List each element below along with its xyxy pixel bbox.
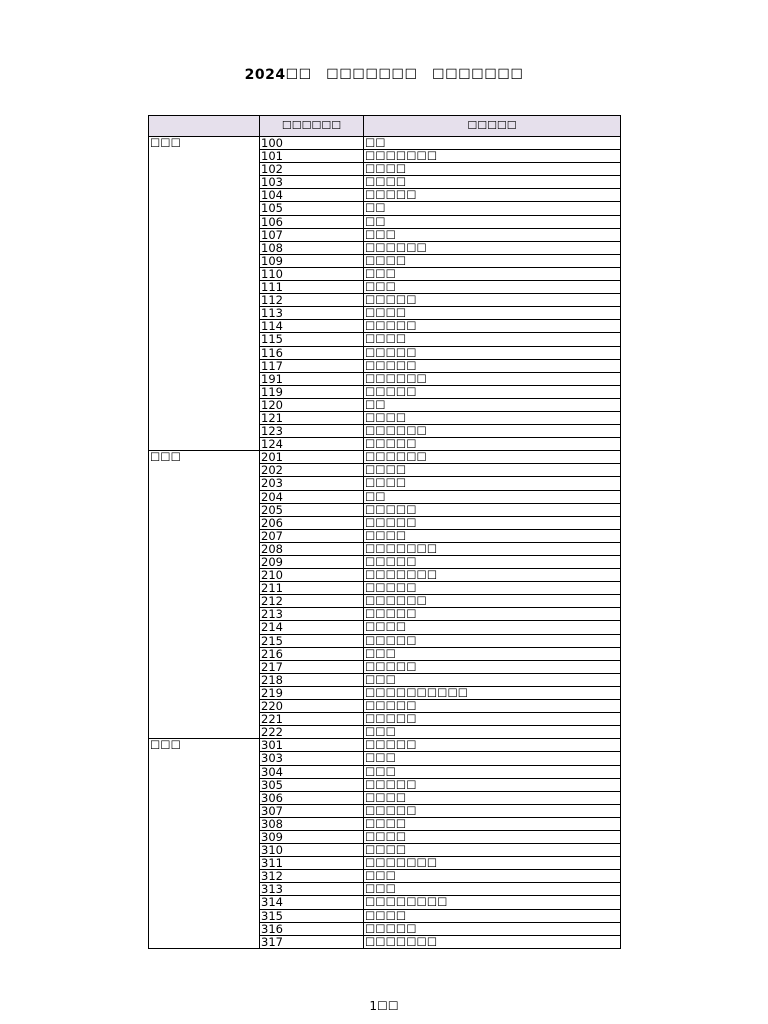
name-cell: ☐☐☐☐☐ (364, 516, 621, 529)
name-cell: ☐☐☐☐☐ (364, 700, 621, 713)
code-cell: 111 (260, 281, 364, 294)
code-cell: 110 (260, 267, 364, 280)
name-cell: ☐☐☐ (364, 673, 621, 686)
code-cell: 205 (260, 503, 364, 516)
code-cell: 123 (260, 425, 364, 438)
name-cell: ☐☐☐☐ (364, 254, 621, 267)
code-cell: 312 (260, 870, 364, 883)
code-cell: 119 (260, 385, 364, 398)
name-cell: ☐☐☐ (364, 883, 621, 896)
name-cell: ☐☐☐☐ (364, 529, 621, 542)
table-row (149, 137, 621, 150)
code-cell: 204 (260, 490, 364, 503)
code-cell: 304 (260, 765, 364, 778)
name-cell: ☐☐☐☐☐ (364, 778, 621, 791)
name-cell: ☐☐☐☐☐☐☐ (364, 857, 621, 870)
code-cell: 105 (260, 202, 364, 215)
code-cell: 201 (260, 451, 364, 464)
name-cell: ☐☐☐☐☐ (364, 294, 621, 307)
code-cell: 308 (260, 817, 364, 830)
code-cell: 202 (260, 464, 364, 477)
code-cell: 219 (260, 686, 364, 699)
code-cell: 306 (260, 791, 364, 804)
table-header-row (149, 116, 621, 137)
code-cell: 215 (260, 634, 364, 647)
code-cell: 313 (260, 883, 364, 896)
name-cell: ☐☐☐ (364, 281, 621, 294)
code-cell: 301 (260, 739, 364, 752)
code-cell: 120 (260, 398, 364, 411)
name-cell: ☐☐☐☐☐ (364, 385, 621, 398)
name-cell: ☐☐☐☐☐ (364, 804, 621, 817)
code-cell: 104 (260, 189, 364, 202)
name-cell: ☐☐☐☐☐☐ (364, 425, 621, 438)
name-cell: ☐☐ (364, 215, 621, 228)
name-cell: ☐☐ (364, 490, 621, 503)
code-cell: 216 (260, 647, 364, 660)
code-cell: 220 (260, 700, 364, 713)
name-cell: ☐☐☐☐ (364, 844, 621, 857)
code-cell: 203 (260, 477, 364, 490)
name-cell: ☐☐☐☐ (364, 333, 621, 346)
name-cell: ☐☐☐☐☐ (364, 739, 621, 752)
code-cell: 207 (260, 529, 364, 542)
name-cell: ☐☐☐☐ (364, 817, 621, 830)
name-cell: ☐☐☐☐ (364, 176, 621, 189)
code-cell: 114 (260, 320, 364, 333)
name-cell: ☐☐☐ (364, 726, 621, 739)
name-cell: ☐☐☐ (364, 228, 621, 241)
code-cell: 214 (260, 621, 364, 634)
name-cell: ☐☐ (364, 398, 621, 411)
name-cell: ☐☐ (364, 137, 621, 150)
code-cell: 303 (260, 752, 364, 765)
code-cell: 102 (260, 163, 364, 176)
code-cell: 307 (260, 804, 364, 817)
name-cell: ☐☐☐☐☐☐ (364, 241, 621, 254)
code-cell: 206 (260, 516, 364, 529)
name-cell: ☐☐☐ (364, 765, 621, 778)
code-cell: 316 (260, 922, 364, 935)
code-cell: 311 (260, 857, 364, 870)
name-cell: ☐☐☐☐☐ (364, 660, 621, 673)
code-cell: 124 (260, 438, 364, 451)
name-cell: ☐☐☐☐☐ (364, 922, 621, 935)
name-cell: ☐☐☐☐☐☐☐☐ (364, 896, 621, 909)
code-cell: 317 (260, 935, 364, 948)
name-cell: ☐☐☐☐☐ (364, 713, 621, 726)
name-cell: ☐☐☐☐☐☐☐☐☐☐ (364, 686, 621, 699)
name-cell: ☐☐☐ (364, 267, 621, 280)
name-cell: ☐☐☐☐☐ (364, 608, 621, 621)
code-cell: 115 (260, 333, 364, 346)
code-cell: 208 (260, 542, 364, 555)
group-cell: ☐☐☐ (149, 137, 260, 451)
name-cell: ☐☐☐☐☐ (364, 189, 621, 202)
code-cell: 211 (260, 582, 364, 595)
code-cell: 209 (260, 556, 364, 569)
name-cell: ☐☐☐☐ (364, 307, 621, 320)
name-cell: ☐☐☐☐ (364, 830, 621, 843)
name-cell: ☐☐☐ (364, 647, 621, 660)
header-group (149, 116, 260, 137)
name-cell: ☐☐☐☐☐☐☐ (364, 542, 621, 555)
code-cell: 191 (260, 372, 364, 385)
code-cell: 217 (260, 660, 364, 673)
code-cell: 210 (260, 569, 364, 582)
code-cell: 212 (260, 595, 364, 608)
group-cell: ☐☐☐ (149, 451, 260, 739)
code-table (148, 115, 621, 949)
name-cell: ☐☐☐☐ (364, 909, 621, 922)
code-cell: 108 (260, 241, 364, 254)
name-cell: ☐☐☐☐☐ (364, 582, 621, 595)
document-title: 2024☐☐ ☐☐☐☐☐☐☐ ☐☐☐☐☐☐☐ (244, 67, 524, 83)
name-cell: ☐☐☐☐ (364, 411, 621, 424)
name-cell: ☐☐☐☐ (364, 163, 621, 176)
name-cell: ☐☐☐☐☐ (364, 359, 621, 372)
code-cell: 109 (260, 254, 364, 267)
name-cell: ☐☐☐☐☐ (364, 634, 621, 647)
code-cell: 222 (260, 726, 364, 739)
name-cell: ☐☐☐☐ (364, 464, 621, 477)
name-cell: ☐☐☐☐☐ (364, 346, 621, 359)
table-row (149, 451, 621, 464)
name-cell: ☐☐☐☐ (364, 621, 621, 634)
code-cell: 121 (260, 411, 364, 424)
name-cell: ☐☐☐☐☐☐ (364, 595, 621, 608)
table-row (149, 739, 621, 752)
code-cell: 101 (260, 150, 364, 163)
code-cell: 314 (260, 896, 364, 909)
name-cell: ☐☐☐☐☐☐ (364, 451, 621, 464)
code-cell: 309 (260, 830, 364, 843)
name-cell: ☐☐☐ (364, 752, 621, 765)
page-number: 1☐☐ (369, 999, 399, 1013)
table-body (149, 137, 621, 949)
code-cell: 305 (260, 778, 364, 791)
code-cell: 117 (260, 359, 364, 372)
group-cell: ☐☐☐ (149, 739, 260, 949)
name-cell: ☐☐ (364, 202, 621, 215)
name-cell: ☐☐☐☐☐☐☐ (364, 935, 621, 948)
name-cell: ☐☐☐ (364, 870, 621, 883)
code-cell: 218 (260, 673, 364, 686)
name-cell: ☐☐☐☐ (364, 791, 621, 804)
header-name: ☐☐☐☐☐ (364, 116, 621, 137)
code-cell: 112 (260, 294, 364, 307)
name-cell: ☐☐☐☐☐ (364, 320, 621, 333)
code-cell: 107 (260, 228, 364, 241)
code-cell: 103 (260, 176, 364, 189)
code-cell: 221 (260, 713, 364, 726)
name-cell: ☐☐☐☐☐ (364, 438, 621, 451)
code-cell: 113 (260, 307, 364, 320)
code-cell: 100 (260, 137, 364, 150)
code-cell: 315 (260, 909, 364, 922)
name-cell: ☐☐☐☐☐☐☐ (364, 569, 621, 582)
code-cell: 116 (260, 346, 364, 359)
header-code: ☐☐☐☐☐☐ (260, 116, 364, 137)
name-cell: ☐☐☐☐☐ (364, 556, 621, 569)
name-cell: ☐☐☐☐☐☐☐ (364, 150, 621, 163)
name-cell: ☐☐☐☐☐ (364, 503, 621, 516)
code-cell: 106 (260, 215, 364, 228)
name-cell: ☐☐☐☐☐☐ (364, 372, 621, 385)
code-cell: 310 (260, 844, 364, 857)
name-cell: ☐☐☐☐ (364, 477, 621, 490)
code-cell: 213 (260, 608, 364, 621)
